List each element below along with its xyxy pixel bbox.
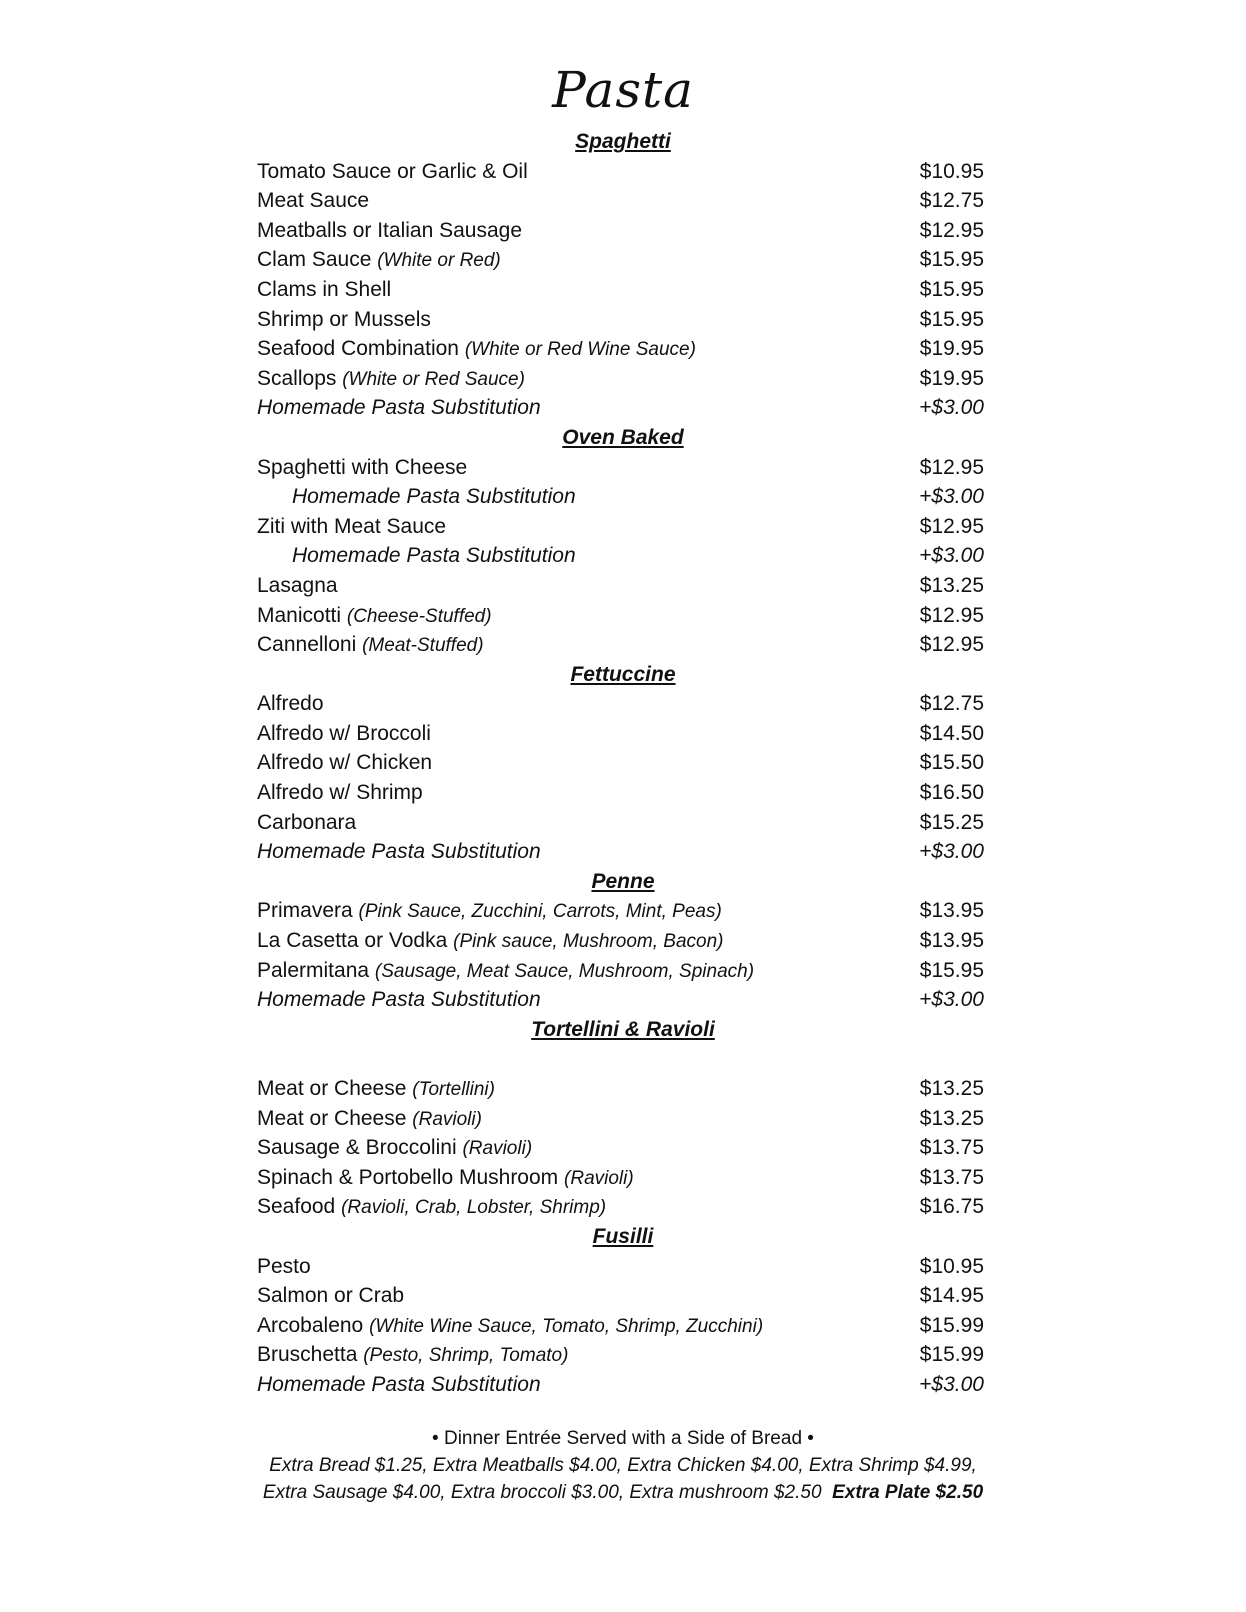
menu-item	[0, 837, 1246, 867]
menu-sections	[0, 127, 1246, 1400]
menu-item	[0, 808, 1246, 838]
menu-item	[0, 393, 1246, 423]
item-name-text: Ziti with Meat Sauce	[257, 514, 447, 538]
item-name	[292, 541, 576, 571]
item-price: $16.50	[919, 781, 984, 805]
item-name-text: La Casetta or Vodka	[257, 929, 448, 953]
menu-item	[0, 1133, 1246, 1163]
item-price: $12.95	[919, 218, 984, 242]
item-name-text: Cannelloni	[257, 633, 357, 657]
item-name-text: Meatballs or Italian Sausage	[257, 218, 522, 242]
item-description: (White Wine Sauce, Tomato, Shrimp, Zucchini)	[369, 1315, 764, 1337]
item-name-text: Homemade Pasta Substitution	[257, 396, 541, 420]
item-description: (Pesto, Shrimp, Tomato)	[363, 1345, 569, 1367]
item-name-text: Pesto	[257, 1254, 311, 1278]
item-name	[257, 985, 541, 1015]
item-name	[257, 512, 446, 542]
menu-item	[0, 956, 1246, 986]
section-heading: Penne	[591, 869, 655, 893]
item-name-text: Sausage & Broccolini	[257, 1136, 457, 1160]
menu-item	[0, 1192, 1246, 1222]
item-price: $13.75	[919, 1136, 984, 1160]
item-name	[257, 1340, 568, 1371]
menu-item	[0, 571, 1246, 601]
section-heading: Oven Baked	[562, 425, 684, 449]
item-price: +$3.00	[919, 1372, 984, 1396]
item-price: $13.95	[919, 899, 984, 923]
item-name-text: Spaghetti with Cheese	[257, 455, 468, 479]
item-name	[257, 245, 501, 276]
item-name-text: Homemade Pasta Substitution	[257, 1372, 541, 1396]
menu-item	[0, 896, 1246, 926]
item-name	[292, 482, 576, 512]
menu-item	[0, 689, 1246, 719]
page-title: Pasta	[552, 61, 694, 119]
item-price: $12.95	[919, 633, 984, 657]
item-description: (Cheese-Stuffed)	[346, 605, 492, 627]
menu-item	[0, 364, 1246, 394]
menu-item	[0, 1370, 1246, 1400]
menu-item	[0, 601, 1246, 631]
item-price: $14.95	[919, 1284, 984, 1308]
item-name-text: Homemade Pasta Substitution	[257, 840, 541, 864]
item-price: $14.50	[919, 721, 984, 745]
menu-item	[0, 216, 1246, 246]
item-name	[257, 926, 723, 957]
menu-item	[0, 541, 1246, 571]
item-name	[257, 334, 696, 365]
item-price: $15.25	[919, 810, 984, 834]
section-heading: Fusilli	[592, 1224, 654, 1248]
item-description: (Ravioli, Crab, Lobster, Shrimp)	[341, 1197, 607, 1219]
item-name-text: Tomato Sauce or Garlic & Oil	[257, 159, 528, 183]
menu-item	[0, 1340, 1246, 1370]
item-name-text: Arcobaleno	[257, 1313, 364, 1337]
item-description: (Ravioli)	[564, 1167, 634, 1189]
item-name	[257, 453, 467, 483]
menu-item	[0, 719, 1246, 749]
item-price: $19.95	[919, 366, 984, 390]
item-name	[257, 1281, 404, 1311]
menu-item	[0, 1281, 1246, 1311]
item-description: (Ravioli)	[412, 1108, 482, 1130]
item-name-text: Alfredo w/ Broccoli	[257, 721, 431, 745]
item-price: +$3.00	[919, 988, 984, 1012]
item-price: $13.25	[919, 1077, 984, 1100]
item-name	[257, 1163, 634, 1194]
item-description: (Pink Sauce, Zucchini, Carrots, Mint, Peas)	[358, 901, 722, 923]
menu-item	[0, 1104, 1246, 1134]
item-price: $12.95	[919, 455, 984, 479]
item-price: $13.95	[919, 929, 984, 953]
item-name-text: Homemade Pasta Substitution	[292, 544, 576, 568]
item-name-text: Carbonara	[257, 810, 357, 834]
menu-item	[0, 512, 1246, 542]
menu-item	[0, 157, 1246, 187]
item-price: $15.95	[919, 958, 984, 982]
menu-item	[0, 778, 1246, 808]
item-price: $19.95	[919, 337, 984, 361]
item-name	[257, 1192, 606, 1223]
bread-note: • Dinner Entrée Served with a Side of Bread •	[432, 1428, 814, 1449]
item-name-text: Scallops	[257, 366, 337, 390]
item-price: $15.99	[919, 1313, 984, 1337]
item-description: (Meat-Stuffed)	[362, 635, 484, 657]
item-description: (Pink sauce, Mushroom, Bacon)	[453, 931, 724, 953]
item-name	[257, 808, 356, 838]
section-heading: Fettuccine	[570, 662, 676, 686]
section-heading: Spaghetti	[575, 130, 671, 153]
item-name-text: Lasagna	[257, 573, 338, 597]
item-name-text: Alfredo w/ Shrimp	[257, 781, 423, 805]
menu-item	[0, 186, 1246, 216]
item-name	[257, 778, 423, 808]
item-name	[257, 837, 541, 867]
extras-line-2	[0, 1479, 1246, 1506]
item-name	[257, 571, 338, 601]
extras-line-1: Extra Bread $1.25, Extra Meatballs $4.00, Extra Chicken $4.00, Extra Shrimp $4.99,	[269, 1455, 977, 1476]
item-price: +$3.00	[919, 544, 984, 568]
menu-item	[0, 1074, 1246, 1104]
item-description: (White or Red Sauce)	[342, 368, 525, 390]
item-price: $13.25	[919, 1106, 984, 1130]
item-description: (Ravioli)	[462, 1138, 533, 1160]
item-price: $10.95	[919, 159, 984, 183]
extra-plate: Extra Plate $2.50	[832, 1482, 984, 1503]
menu-item	[0, 275, 1246, 305]
item-name	[257, 364, 525, 395]
item-price: $12.75	[919, 692, 984, 716]
item-name	[257, 1252, 311, 1282]
item-name-text: Palermitana	[257, 958, 370, 982]
item-name	[257, 748, 432, 778]
item-name	[257, 186, 369, 216]
item-description: (Sausage, Meat Sauce, Mushroom, Spinach)	[374, 960, 755, 982]
item-price: $15.95	[919, 248, 984, 272]
item-price: $15.50	[919, 751, 984, 775]
item-name-text: Bruschetta	[257, 1343, 358, 1367]
item-name	[257, 216, 522, 246]
item-name	[257, 1133, 532, 1164]
item-price: $15.95	[919, 307, 984, 331]
item-name-text: Meat Sauce	[257, 189, 370, 213]
item-price: $15.95	[919, 277, 984, 301]
item-name-text: Clam Sauce	[257, 248, 372, 272]
item-price: $13.25	[919, 573, 984, 597]
item-name-text: Seafood	[257, 1195, 336, 1219]
item-price: $15.99	[919, 1343, 984, 1367]
item-name	[257, 956, 754, 987]
item-name-text: Salmon or Crab	[257, 1284, 405, 1308]
item-name-text: Meat or Cheese	[257, 1077, 407, 1100]
section-heading: Tortellini & Ravioli	[531, 1017, 715, 1041]
item-name-text: Manicotti	[257, 603, 342, 627]
item-name-text: Clams in Shell	[257, 277, 392, 301]
item-name-text: Seafood Combination	[257, 337, 459, 361]
item-name	[257, 719, 431, 749]
menu-item	[0, 926, 1246, 956]
menu-item	[0, 1311, 1246, 1341]
menu-item	[0, 453, 1246, 483]
menu-item	[0, 1252, 1246, 1282]
item-description: (Tortellini)	[412, 1079, 495, 1100]
menu-item	[0, 305, 1246, 335]
item-price: $13.75	[919, 1165, 984, 1189]
item-name	[257, 275, 391, 305]
item-name-text: Spinach & Portobello Mushroom	[257, 1165, 559, 1189]
item-price: $16.75	[919, 1195, 984, 1219]
item-price: +$3.00	[919, 396, 984, 420]
menu-item	[0, 748, 1246, 778]
item-description: (White or Red)	[377, 250, 501, 272]
menu-item	[0, 630, 1246, 660]
item-name	[257, 1074, 495, 1105]
item-name-text: Meat or Cheese	[257, 1106, 407, 1130]
item-price: +$3.00	[919, 840, 984, 864]
menu-item	[0, 334, 1246, 364]
item-name	[257, 630, 484, 661]
item-name-text: Shrimp or Mussels	[257, 307, 431, 331]
item-name	[257, 601, 492, 632]
item-name	[257, 689, 324, 719]
menu-footer	[0, 1425, 1246, 1506]
item-name	[257, 157, 528, 187]
item-name	[257, 1370, 541, 1400]
item-price: $12.95	[919, 603, 984, 627]
menu-item	[0, 245, 1246, 275]
item-name	[257, 896, 722, 927]
item-price: $12.95	[919, 514, 984, 538]
item-price: $12.75	[919, 189, 984, 213]
menu-item	[0, 1163, 1246, 1193]
extras-line-2-text: Extra Sausage $4.00, Extra broccoli $3.00, Extra mushroom $2.50	[262, 1482, 822, 1503]
item-name	[257, 393, 541, 423]
item-name-text: Primavera	[257, 899, 353, 923]
menu-item	[0, 985, 1246, 1015]
item-name	[257, 1311, 763, 1342]
item-name	[257, 1104, 482, 1135]
item-name-text: Homemade Pasta Substitution	[257, 988, 541, 1012]
item-price: +$3.00	[919, 485, 984, 509]
item-name-text: Alfredo	[257, 692, 324, 716]
item-description: (White or Red Wine Sauce)	[464, 339, 696, 361]
item-name-text: Alfredo w/ Chicken	[257, 751, 433, 775]
item-name	[257, 305, 431, 335]
item-name-text: Homemade Pasta Substitution	[292, 485, 576, 509]
menu-item	[0, 482, 1246, 512]
item-price: $10.95	[919, 1254, 984, 1278]
